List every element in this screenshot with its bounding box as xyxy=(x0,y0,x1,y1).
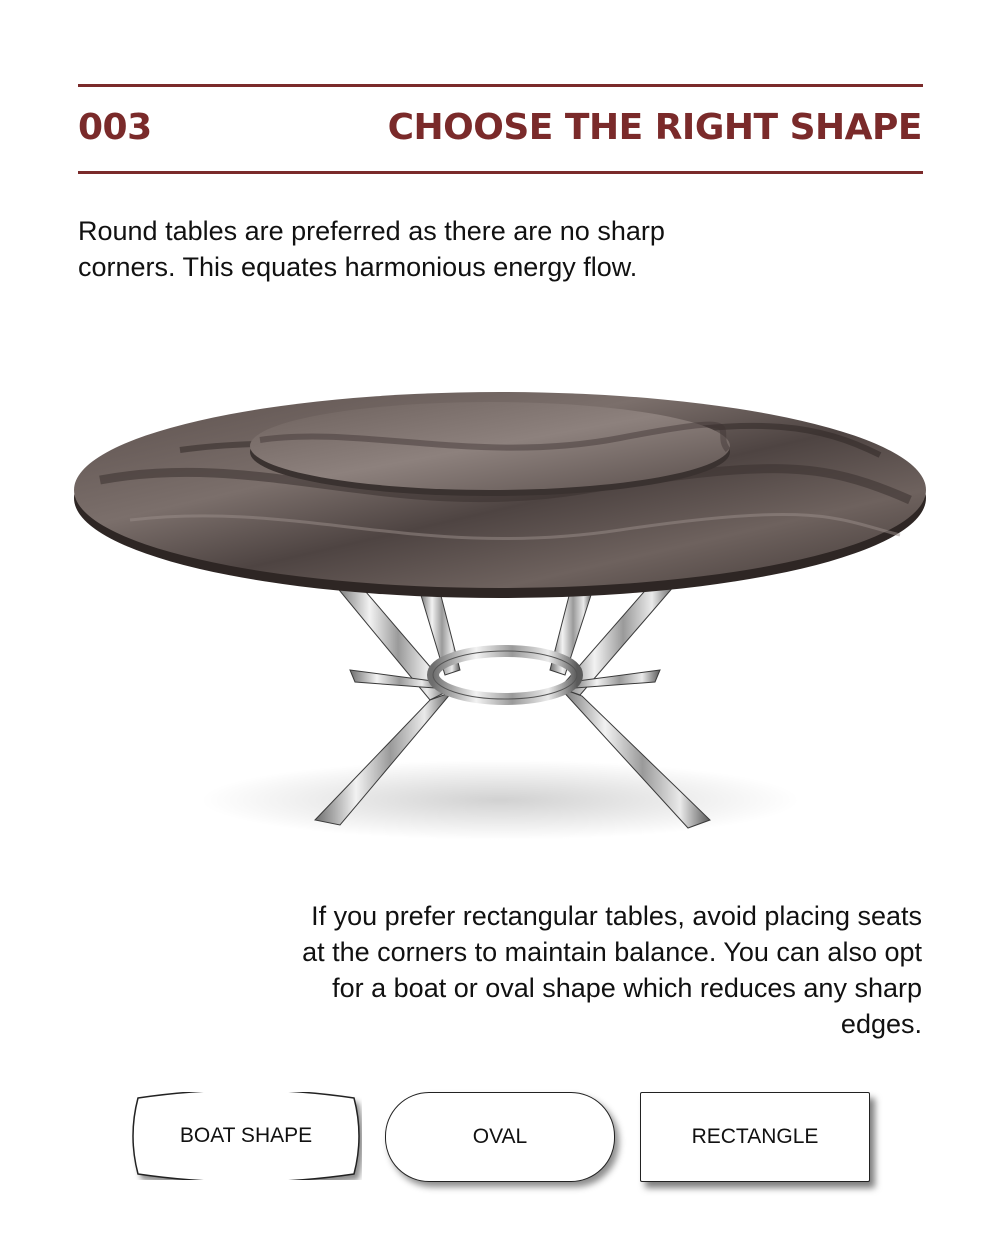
boat-shape-button[interactable] xyxy=(130,1092,362,1180)
rectangle-shape-label: RECTANGLE xyxy=(691,1125,819,1148)
outro-paragraph: If you prefer rectangular tables, avoid placing seats at the corners to maintain balance. You can also opt for a boat or oval shape which reduces any sharp edges. xyxy=(302,901,922,1039)
intro-paragraph: Round tables are preferred as there are no sharp corners. This equates harmonious energy flow. xyxy=(78,216,665,282)
boat-shape-label: BOAT SHAPE xyxy=(179,1124,313,1147)
round-table-image xyxy=(60,370,940,850)
rectangle-shape-button[interactable] xyxy=(640,1092,870,1182)
oval-shape-button[interactable] xyxy=(385,1092,615,1182)
section-title: CHOOSE THE RIGHT SHAPE xyxy=(387,107,922,148)
step-number: 003 xyxy=(78,107,152,148)
bottom-divider xyxy=(78,171,923,174)
oval-shape-label: OVAL xyxy=(472,1125,528,1148)
top-divider xyxy=(78,84,923,87)
